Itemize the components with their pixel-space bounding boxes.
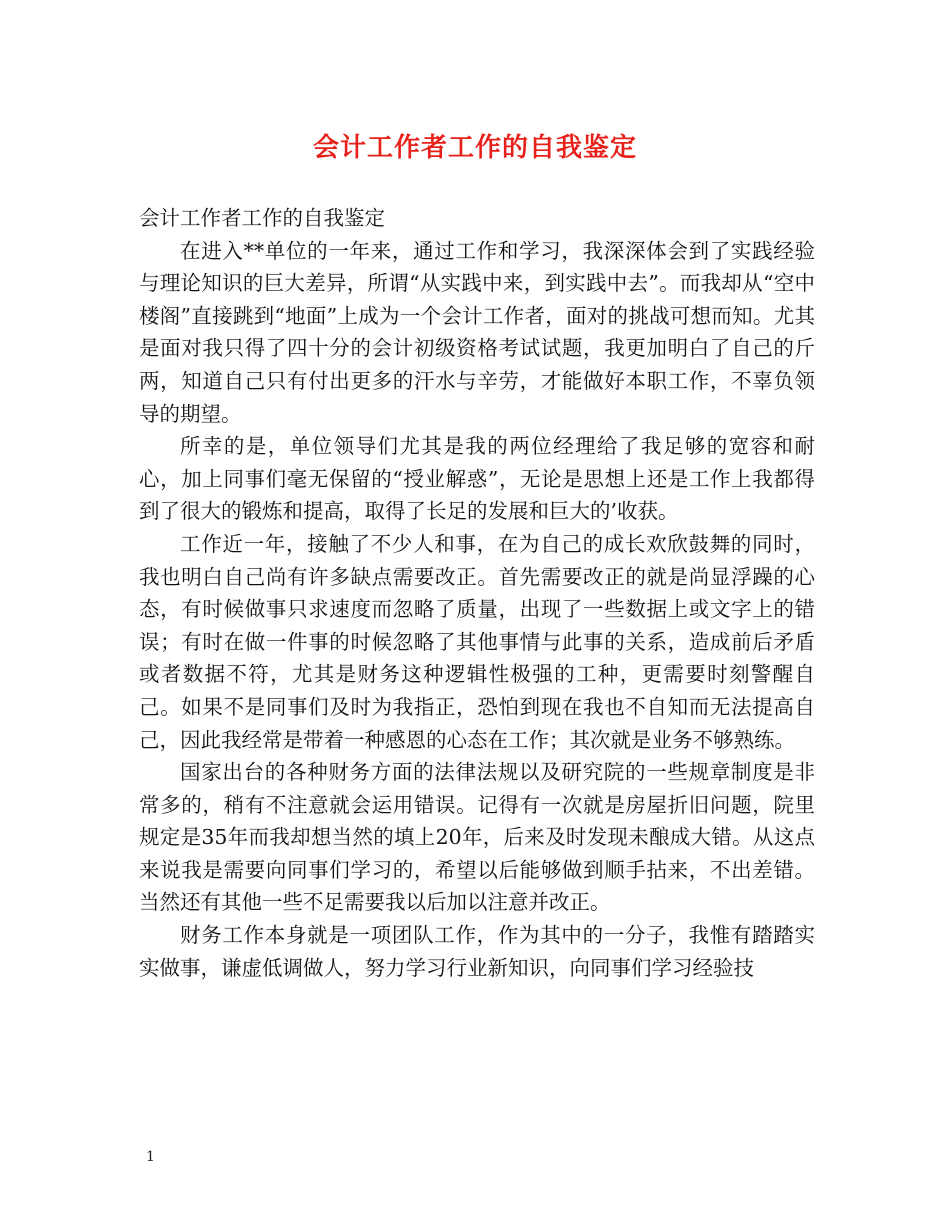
paragraph-1: 在进入**单位的一年来，通过工作和学习，我深深体会到了实践经验与理论知识的巨大差异，所谓“从实践中来，到实践中去”。而我却从“空中楼阁”直接跳到“地面”上成为一个会计工作者，面对的挑战可想而知。尤其是面对我只得了四十分的会计初级资格考试试题，我更加明白了自己的斤两，知道自己只有付出更多的汗水与辛劳，才能做好本职工作，不辜负领导的期望。 — [139, 238, 815, 426]
paragraph-2: 所幸的是，单位领导们尤其是我的两位经理给了我足够的宽容和耐心，加上同事们毫无保留的“授业解惑”，无论是思想上还是工作上我都得到了很大的锻炼和提高，取得了长足的发展和巨大的’收获。 — [139, 434, 815, 524]
paragraph-5: 财务工作本身就是一项团队工作，作为其中的一分子，我惟有踏踏实实做事，谦虚低调做人，努力学习行业新知识，向同事们学习经验技 — [139, 923, 815, 980]
document-title: 会计工作者工作的自我鉴定 — [312, 133, 637, 163]
document-body — [139, 202, 815, 984]
paragraph-4: 国家出台的各种财务方面的法律法规以及研究院的一些规章制度是非常多的，稍有不注意就会运用错误。记得有一次就是房屋折旧问题，院里规定是35年而我却想当然的填上20年，后来及时发现未酿成大错。从这点来说我是需要向同事们学习的，希望以后能够做到顺手拈来，不出差错。当然还有其他一些不足需要我以后加以注意并改正。 — [139, 760, 815, 915]
document-subtitle: 会计工作者工作的自我鉴定 — [139, 206, 385, 230]
paragraph-3: 工作近一年，接触了不少人和事，在为自己的成长欢欣鼓舞的同时，我也明白自己尚有许多缺点需要改正。首先需要改正的就是尚显浮躁的心态，有时候做事只求速度而忽略了质量，出现了一些数据上或文字上的错误；有时在做一件事的时候忽略了其他事情与此事的关系，造成前后矛盾或者数据不符，尤其是财务这种逻辑性极强的工种，更需要时刻警醒自己。如果不是同事们及时为我指正，恐怕到现在我也不自知而无法提高自己，因此我经常是带着一种感恩的心态在工作；其次就是业务不够熟练。 — [139, 531, 815, 752]
page-number: 1 — [146, 1149, 155, 1165]
